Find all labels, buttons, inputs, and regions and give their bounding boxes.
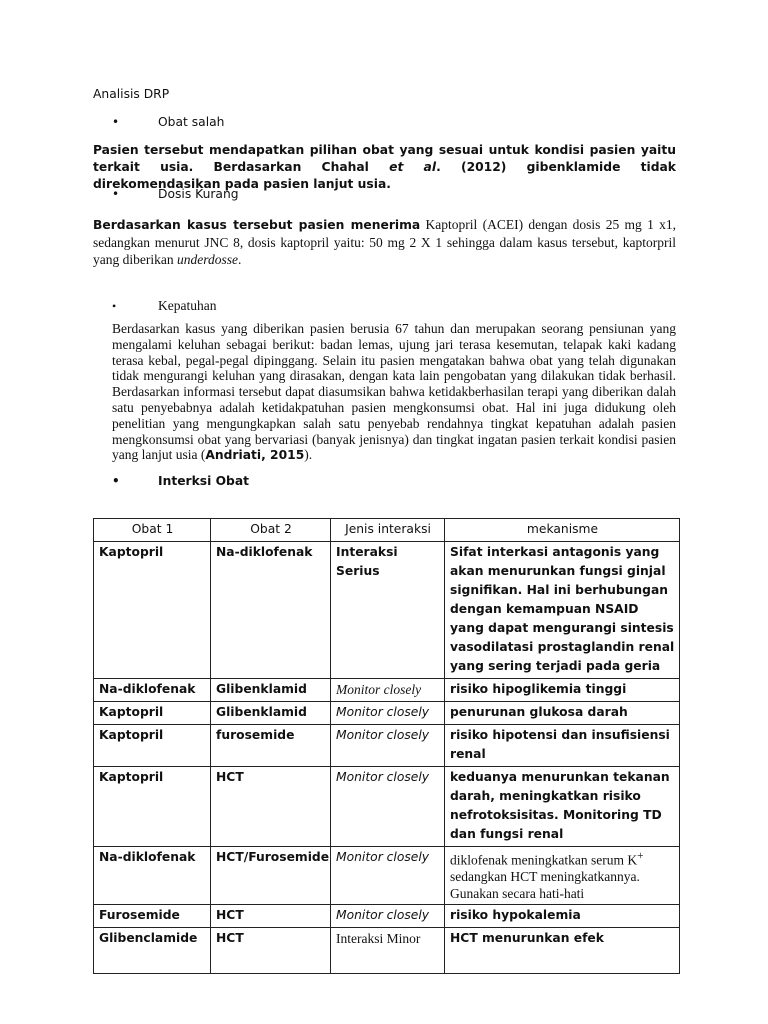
superscript: + [637,850,644,862]
cell-mekanisme: risiko hypokalemia [445,905,680,928]
table-row [94,702,680,725]
cell-jenis: Interaksi Minor [331,928,445,974]
cell-mekanisme: risiko hipotensi dan insufisiensi renal [445,725,680,767]
text-part: . (2012) gibenklamide tidak direkomendasikan pada pasien lanjut usia. [93,160,676,191]
cell-obat-2: HCT/Furosemide [211,847,331,905]
table-row [94,725,680,767]
cell-obat-2: HCT [211,928,331,974]
italic-part: et al [389,160,437,174]
cell-obat-1: Kaptopril [94,767,211,847]
bullet-icon: • [112,187,120,201]
cell-mekanisme: penurunan glukosa darah [445,702,680,725]
cell-obat-1: Kaptopril [94,542,211,679]
section-heading-obat-salah [112,115,224,129]
text-part: . [237,252,242,267]
cell-jenis: Monitor closely [331,767,445,847]
cell-obat-1: Na-diklofenak [94,847,211,905]
interaction-table [93,518,680,974]
text-part: diklofenak meningkatkan serum K [450,852,638,868]
bullet-icon: • [112,298,117,313]
header-jenis-interaksi: Jenis interaksi [331,519,445,542]
cell-obat-1: Na-diklofenak [94,679,211,702]
cell-jenis: Monitor closely [331,679,445,702]
table-row [94,542,680,679]
cell-obat-1: Furosemide [94,905,211,928]
cell-obat-2: HCT [211,767,331,847]
cell-obat-1: Kaptopril [94,702,211,725]
cell-obat-2: HCT [211,905,331,928]
table-header-row [94,519,680,542]
bullet-icon: • [112,474,120,488]
paragraph-obat-salah [93,142,676,193]
cell-obat-2: Na-diklofenak [211,542,331,679]
heading-text: Interksi Obat [158,474,250,488]
cell-jenis: Monitor closely [331,725,445,767]
cell-mekanisme: keduanya menurunkan tekanan darah, meningkatkan risiko nefrotoksisitas. Monitoring TD dan fungsi renal [445,767,680,847]
cell-obat-1: Kaptopril [94,725,211,767]
header-obat-1: Obat 1 [94,519,211,542]
heading-text: Kepatuhan [158,298,217,313]
heading-text: Obat salah [158,115,225,129]
text-part: ). [304,447,313,463]
cell-mekanisme: Sifat interkasi antagonis yang akan menurunkan fungsi ginjal signifikan. Hal ini berhubungan dengan kemampuan NSAID yang dapat mengurangi sintesis vasodilatasi prostaglandin renal yang sering terjadi pada geria [445,542,680,679]
cell-mekanisme: HCT menurunkan efek [445,928,680,974]
cell-jenis: Monitor closely [331,905,445,928]
bullet-icon: • [112,115,120,129]
table-row [94,847,680,905]
citation: Andriati, 2015 [205,448,305,463]
table-row [94,767,680,847]
section-heading-interaksi [112,474,249,488]
cell-obat-2: Glibenklamid [211,702,331,725]
text-part: Pasien tersebut mendapatkan pilihan obat yang sesuai untuk kondisi pasien yaitu terkait usia. Berdasarkan Chahal [93,143,676,174]
cell-mekanisme [445,847,680,905]
cell-obat-2: Glibenklamid [211,679,331,702]
paragraph-dosis-kurang [93,216,676,268]
cell-jenis: Interaksi Serius [331,542,445,679]
text-part: sedangkan HCT meningkatkannya. Gunakan secara hati-hati [450,869,640,901]
text-part: Berdasarkan kasus yang diberikan pasien berusia 67 tahun dan merupakan seorang pensiunan yang mengalami keluhan sebagai berikut: badan lemas, ujung jari terasa kesemutan, telapak kaki kadang terasa kebal, pegal-pegal dipinggang. Selain itu pasien mengatakan bahwa obat yang telah digunakan tidak mengurangi keluhan yang dirasakan, dengan kata lain pengobatan yang dilakukan tidak berhasil. Berdasarkan informasi tersebut dapat diasumsikan bahwa ketidakberhasilan terapi yang diberikan dalah satu penyebabnya adalah ketidakpatuhan pasien mengkonsumsi obat. Hal ini juga didukung oleh penelitian yang mengungkapkan salah satu penyebab rendahnya tingkat kepatuhan adalah pasien mengkonsumsi obat yang bervariasi (banyak jenisnya) dan tingkat ingatan pasien terkait kondisi pasien yang lanjut usia ( [112,321,676,463]
header-obat-2: Obat 2 [211,519,331,542]
table-row [94,679,680,702]
header-mekanisme: mekanisme [445,519,680,542]
italic-part: underdosse [176,252,238,267]
cell-obat-2: furosemide [211,725,331,767]
cell-jenis: Monitor closely [331,702,445,725]
section-heading-dosis-kurang [112,187,239,201]
page-title: Analisis DRP [93,87,170,101]
paragraph-kepatuhan [112,321,676,464]
bold-part: Berdasarkan kasus tersebut pasien menerima [93,218,421,232]
cell-mekanisme: risiko hipoglikemia tinggi [445,679,680,702]
heading-text: Dosis Kurang [158,187,239,201]
section-heading-kepatuhan [112,298,216,314]
table-row [94,905,680,928]
cell-jenis: Monitor closely [331,847,445,905]
text-part: Kaptopril (ACEI) dengan dosis 25 mg 1 x1, sedangkan menurut JNC 8, dosis kaptopril yaitu: 50 mg 2 X 1 sehingga dalam kasus tersebut, kaptorpril yang diberikan [93,217,677,267]
table-row [94,928,680,974]
cell-obat-1: Glibenclamide [94,928,211,974]
